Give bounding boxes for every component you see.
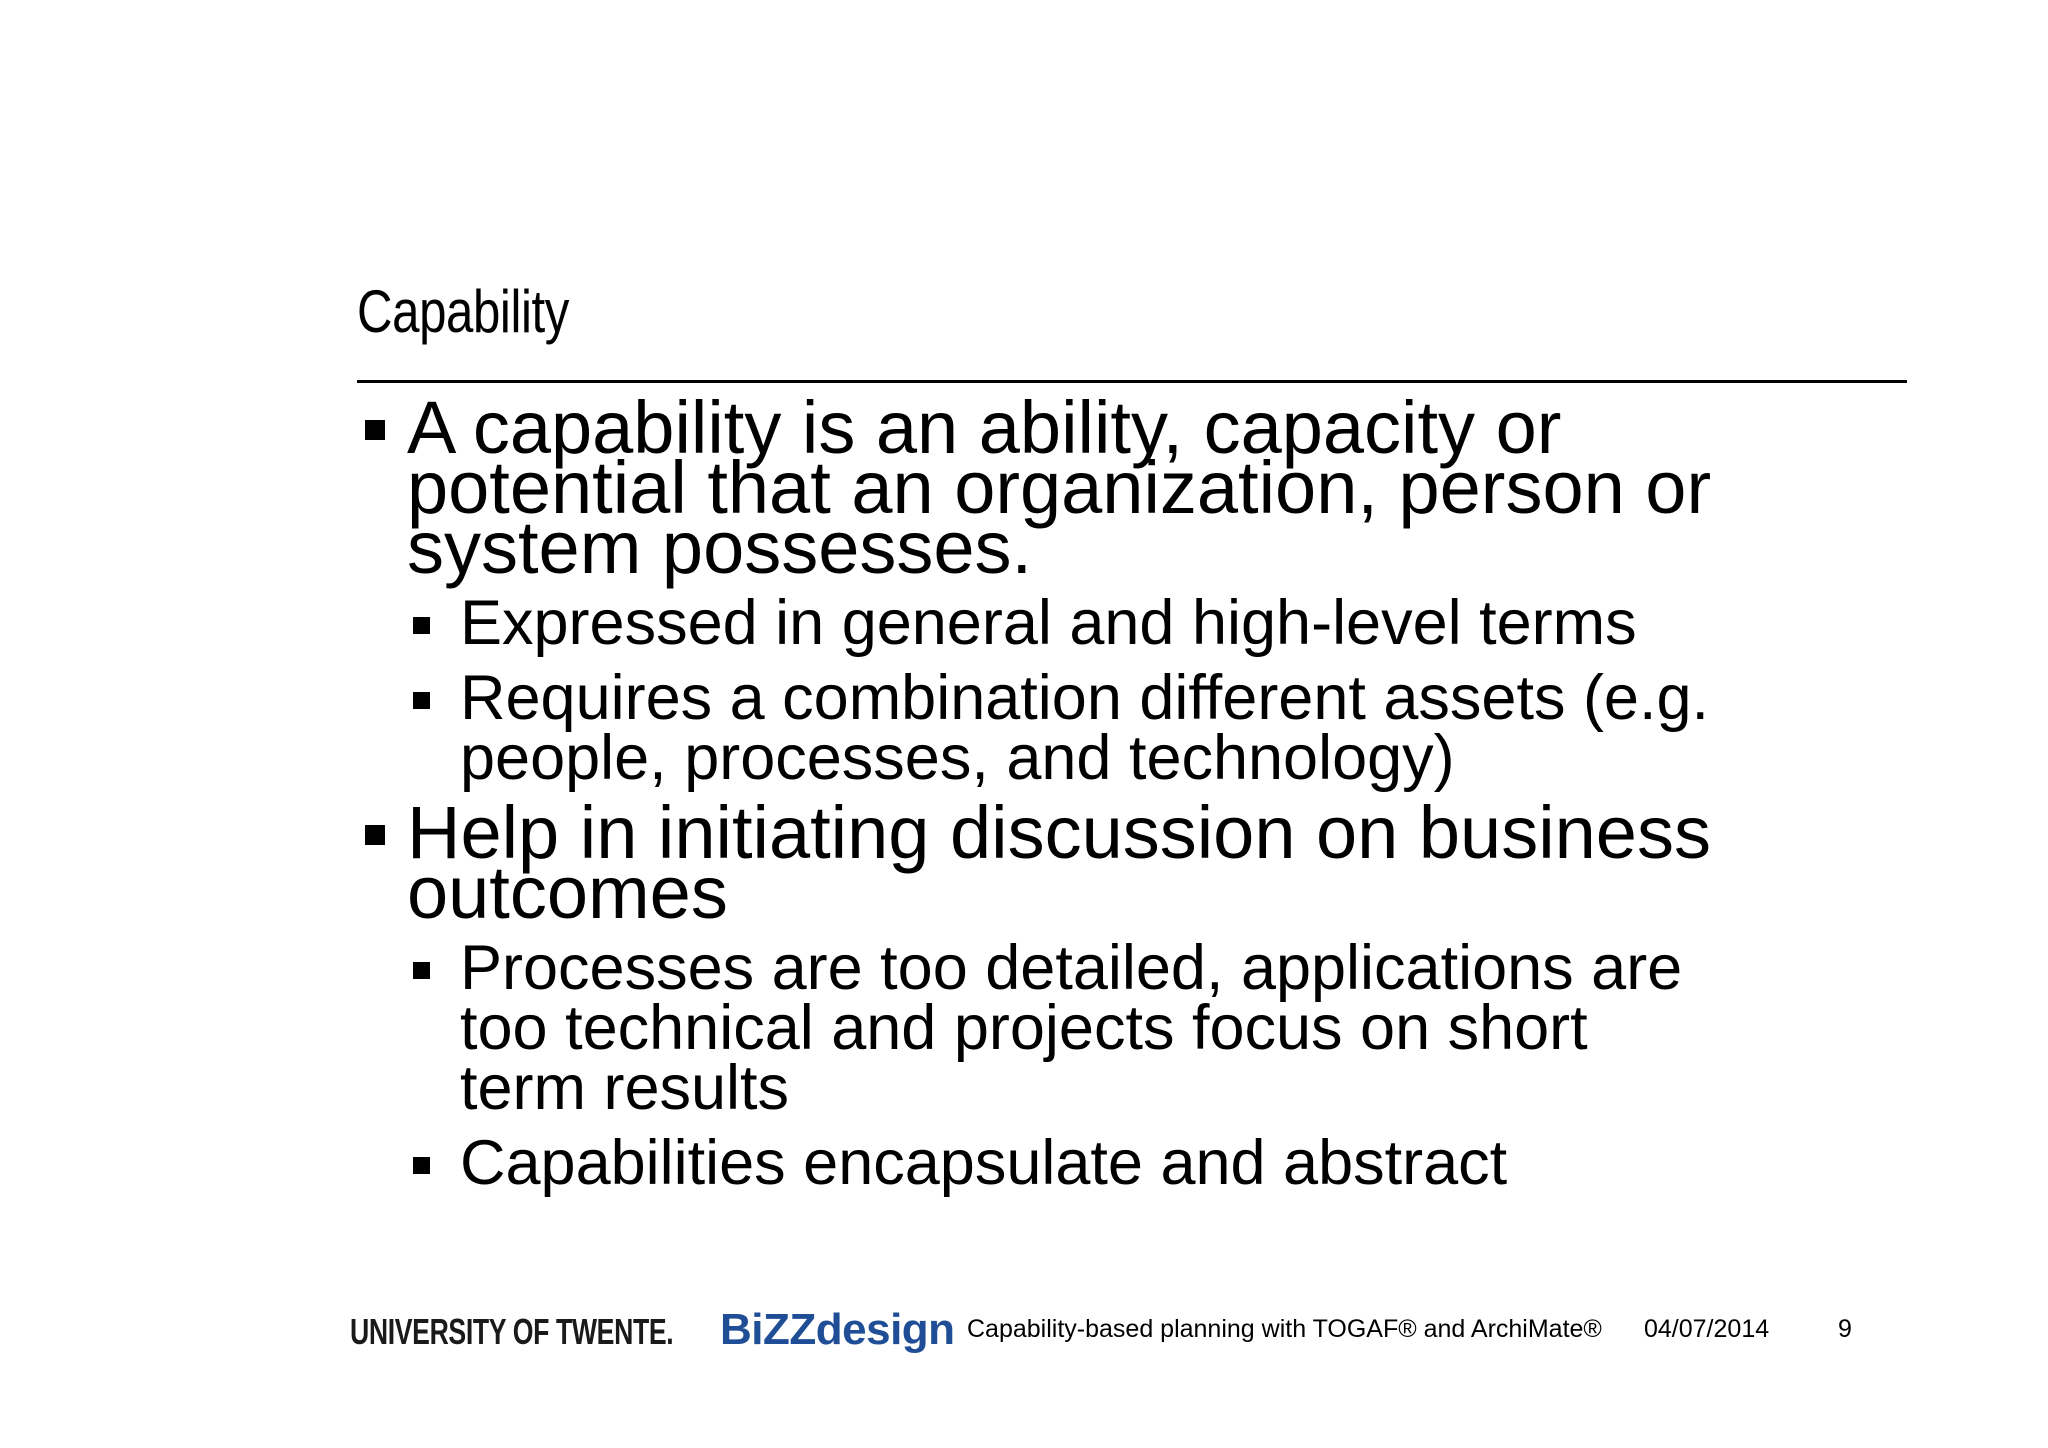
square-bullet-icon <box>365 420 385 440</box>
subbullet-line: term results <box>460 1053 790 1123</box>
bullet-business-outcomes <box>357 791 1907 934</box>
subbullet-line: too technical and projects focus on short <box>460 993 1588 1063</box>
presentation-title: Capability-based planning with TOGAF® and ArchiMate® <box>967 1315 1602 1343</box>
slide-date: 04/07/2014 <box>1644 1315 1770 1343</box>
university-of-twente-logo: UNIVERSITY OF TWENTE. <box>350 1311 674 1352</box>
bullet-line: A capability is an ability, capacity or <box>407 386 1562 469</box>
bullet-line: outcomes <box>407 851 728 934</box>
subbullet-combination-assets <box>357 663 1907 793</box>
slide-footer <box>0 1300 2048 1360</box>
subbullet-general-terms <box>357 588 1907 658</box>
slide-title: Capability <box>357 278 569 345</box>
square-bullet-icon <box>413 692 430 709</box>
square-bullet-icon <box>413 962 430 979</box>
subbullet-processes-detailed <box>357 933 1907 1123</box>
subbullet-line: people, processes, and technology) <box>460 723 1455 793</box>
bullet-capability-definition <box>357 386 1907 589</box>
bullet-line: Help in initiating discussion on business <box>407 791 1711 874</box>
subbullet-line: Processes are too detailed, applications are <box>460 933 1683 1003</box>
bullet-line: system possesses. <box>407 506 1033 589</box>
subbullet-encapsulate-abstract <box>357 1128 1907 1198</box>
bizzdesign-logo: BiZZdesign <box>720 1305 955 1354</box>
bullet-line: potential that an organization, person or <box>407 446 1712 529</box>
subbullet-line: Expressed in general and high-level terms <box>460 588 1637 658</box>
subbullet-line: Capabilities encapsulate and abstract <box>460 1128 1508 1198</box>
square-bullet-icon <box>413 617 430 634</box>
square-bullet-icon <box>365 825 385 845</box>
page-number: 9 <box>1838 1315 1852 1343</box>
slide-body <box>357 386 1907 1208</box>
square-bullet-icon <box>413 1157 430 1174</box>
subbullet-line: Requires a combination different assets (e.g. <box>460 663 1710 733</box>
title-divider <box>357 380 1907 383</box>
